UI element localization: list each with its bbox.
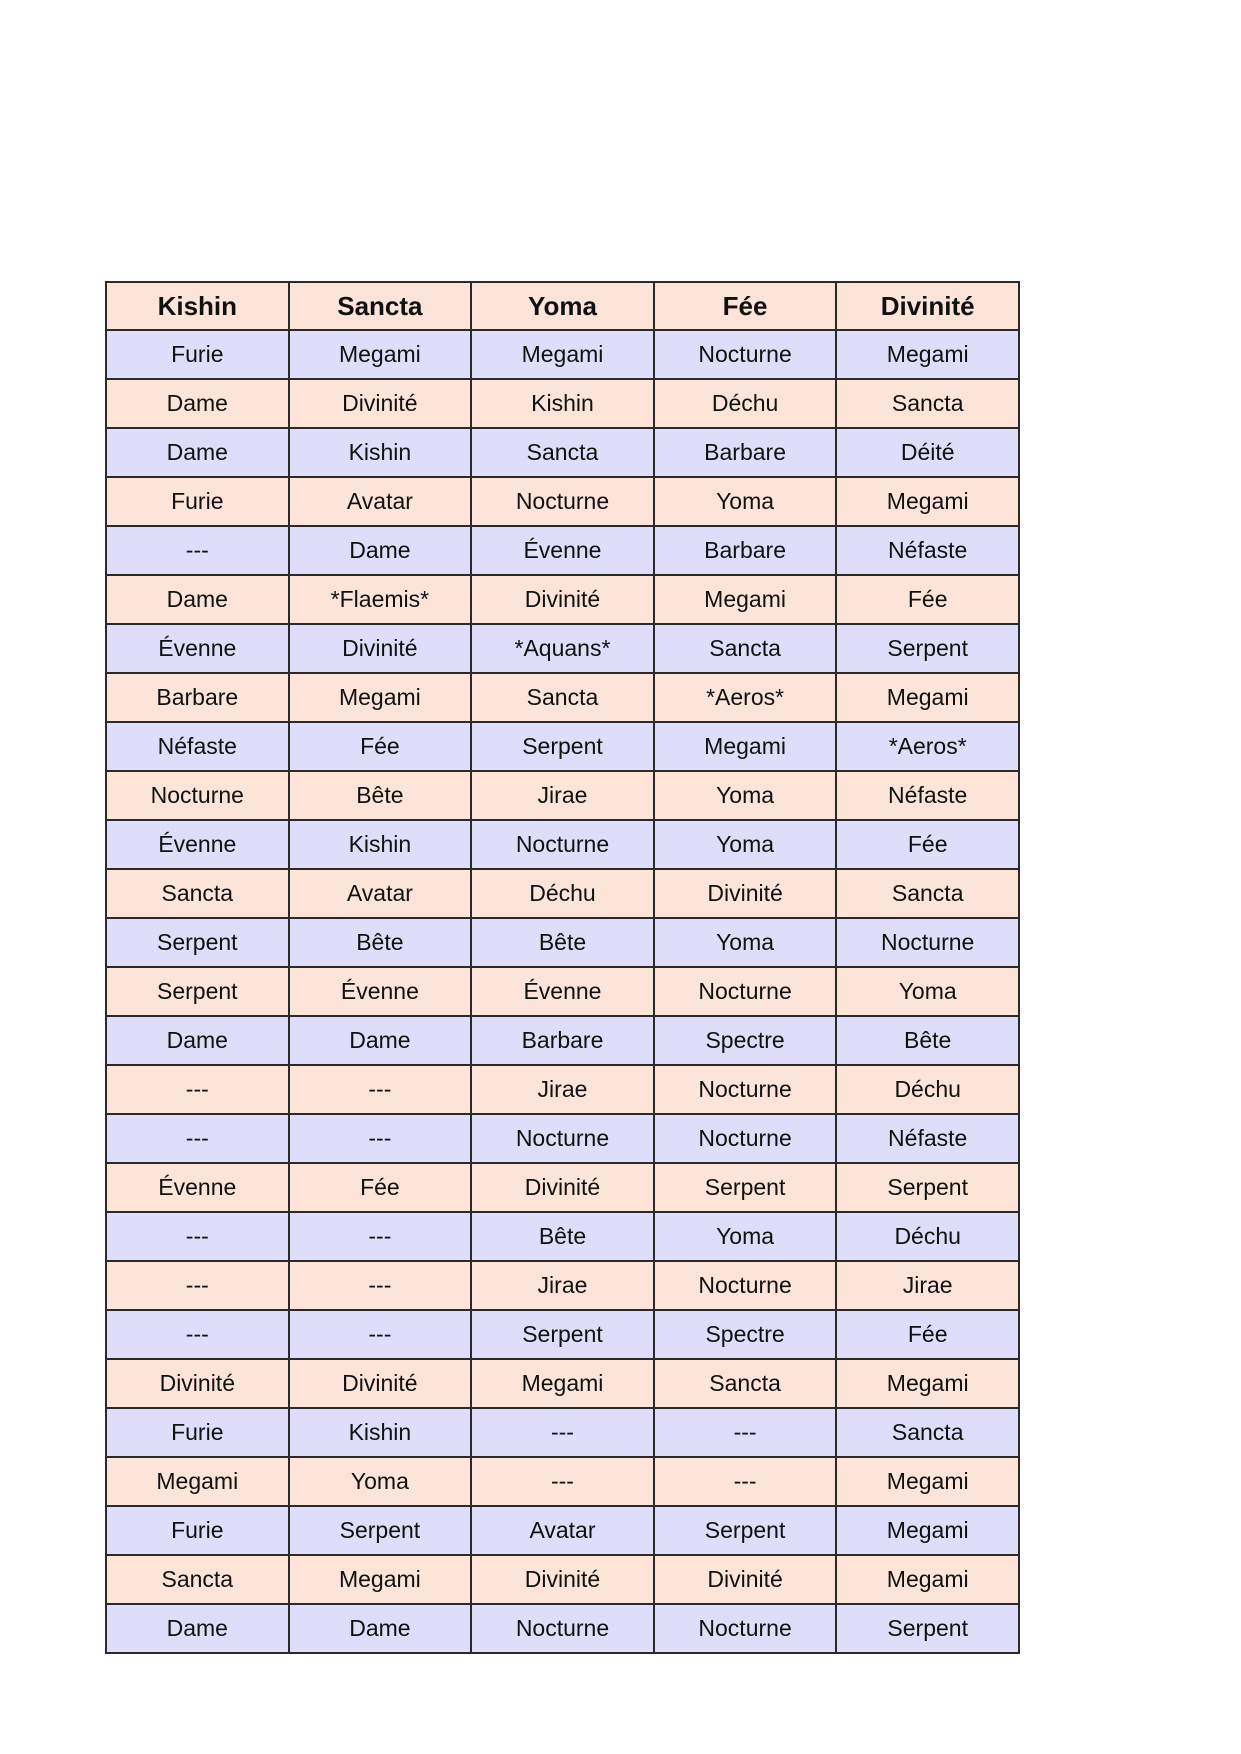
table-cell: Déchu <box>654 379 837 428</box>
table-cell: Évenne <box>106 820 289 869</box>
table-row <box>106 820 1019 869</box>
table-cell: Évenne <box>471 967 654 1016</box>
table-cell: Dame <box>289 1604 472 1653</box>
table-cell: Megami <box>471 1359 654 1408</box>
table-cell: Yoma <box>654 477 837 526</box>
table-cell: Déité <box>836 428 1019 477</box>
table-cell: --- <box>106 1310 289 1359</box>
table-cell: Nocturne <box>654 1065 837 1114</box>
table-cell: Fée <box>836 575 1019 624</box>
table-cell: Serpent <box>471 1310 654 1359</box>
table-cell: Megami <box>106 1457 289 1506</box>
table-cell: Megami <box>289 330 472 379</box>
table-cell: Megami <box>836 1555 1019 1604</box>
table-cell: Megami <box>836 477 1019 526</box>
table-cell: Megami <box>836 330 1019 379</box>
table-cell: Évenne <box>289 967 472 1016</box>
table-cell: Dame <box>106 428 289 477</box>
data-table <box>105 281 1020 1654</box>
table-cell: Bête <box>289 918 472 967</box>
table-cell: Nocturne <box>836 918 1019 967</box>
table-cell: Furie <box>106 1408 289 1457</box>
column-header: Kishin <box>106 282 289 330</box>
table-cell: Fée <box>836 1310 1019 1359</box>
table-cell: Megami <box>654 722 837 771</box>
table-cell: Sancta <box>106 1555 289 1604</box>
table-cell: Kishin <box>471 379 654 428</box>
table-cell: Divinité <box>654 869 837 918</box>
table-cell: Avatar <box>289 869 472 918</box>
table-cell: *Aeros* <box>654 673 837 722</box>
table-cell: Divinité <box>471 1163 654 1212</box>
table-row <box>106 1261 1019 1310</box>
table-cell: *Aquans* <box>471 624 654 673</box>
table-cell: Déchu <box>836 1212 1019 1261</box>
table-cell: Évenne <box>106 624 289 673</box>
table-row <box>106 379 1019 428</box>
table-cell: Serpent <box>289 1506 472 1555</box>
table-row <box>106 1457 1019 1506</box>
table-cell: *Flaemis* <box>289 575 472 624</box>
table-cell: Yoma <box>654 820 837 869</box>
table-cell: Divinité <box>289 379 472 428</box>
table-cell: --- <box>106 1212 289 1261</box>
table-cell: Barbare <box>471 1016 654 1065</box>
table-cell: --- <box>289 1212 472 1261</box>
table-cell: Sancta <box>654 1359 837 1408</box>
table-cell: Sancta <box>836 1408 1019 1457</box>
table-cell: Divinité <box>471 575 654 624</box>
table-row <box>106 869 1019 918</box>
table-cell: Dame <box>106 379 289 428</box>
table-cell: Kishin <box>289 820 472 869</box>
table-cell: Nocturne <box>471 1114 654 1163</box>
table-row <box>106 722 1019 771</box>
table-cell: Megami <box>836 673 1019 722</box>
table-body <box>106 330 1019 1653</box>
table-row <box>106 1604 1019 1653</box>
table-cell: Furie <box>106 477 289 526</box>
table-cell: Déchu <box>836 1065 1019 1114</box>
table-cell: Serpent <box>106 967 289 1016</box>
table-row <box>106 1212 1019 1261</box>
table-cell: Jirae <box>836 1261 1019 1310</box>
table-row <box>106 1555 1019 1604</box>
column-header: Yoma <box>471 282 654 330</box>
table-cell: Megami <box>836 1506 1019 1555</box>
table-cell: Jirae <box>471 771 654 820</box>
table-cell: Kishin <box>289 428 472 477</box>
table-cell: Nocturne <box>654 1261 837 1310</box>
table-cell: Divinité <box>654 1555 837 1604</box>
table-row <box>106 1408 1019 1457</box>
table-cell: Néfaste <box>836 771 1019 820</box>
table-cell: --- <box>106 1114 289 1163</box>
table-cell: Sancta <box>471 673 654 722</box>
table-cell: Jirae <box>471 1261 654 1310</box>
table-cell: Serpent <box>654 1163 837 1212</box>
table-cell: Serpent <box>836 1604 1019 1653</box>
table-cell: Megami <box>654 575 837 624</box>
table-cell: Évenne <box>471 526 654 575</box>
table-cell: Bête <box>836 1016 1019 1065</box>
table-cell: Dame <box>106 1604 289 1653</box>
table-cell: Nocturne <box>471 820 654 869</box>
table-row <box>106 1065 1019 1114</box>
header-row <box>106 282 1019 330</box>
table-cell: Nocturne <box>471 477 654 526</box>
table-cell: Sancta <box>654 624 837 673</box>
table-cell: Évenne <box>106 1163 289 1212</box>
table-cell: Divinité <box>289 624 472 673</box>
table-cell: Néfaste <box>836 526 1019 575</box>
table-cell: *Aeros* <box>836 722 1019 771</box>
table-cell: Megami <box>289 1555 472 1604</box>
table-cell: Furie <box>106 1506 289 1555</box>
table-row <box>106 771 1019 820</box>
table-row <box>106 918 1019 967</box>
table-cell: --- <box>289 1114 472 1163</box>
table-cell: Megami <box>836 1359 1019 1408</box>
table-row <box>106 477 1019 526</box>
table-cell: Dame <box>106 575 289 624</box>
table-row <box>106 1114 1019 1163</box>
table-cell: Megami <box>836 1457 1019 1506</box>
column-header: Fée <box>654 282 837 330</box>
table-row <box>106 624 1019 673</box>
table-cell: Jirae <box>471 1065 654 1114</box>
table-cell: Avatar <box>471 1506 654 1555</box>
table-cell: Bête <box>289 771 472 820</box>
table-cell: --- <box>106 526 289 575</box>
table-cell: Sancta <box>836 379 1019 428</box>
table-cell: Divinité <box>289 1359 472 1408</box>
table-cell: --- <box>471 1457 654 1506</box>
table-cell: Divinité <box>106 1359 289 1408</box>
table-cell: Barbare <box>106 673 289 722</box>
table-cell: Yoma <box>289 1457 472 1506</box>
table-cell: Serpent <box>106 918 289 967</box>
table-cell: --- <box>289 1310 472 1359</box>
table-cell: --- <box>654 1408 837 1457</box>
table-cell: Nocturne <box>654 967 837 1016</box>
table-cell: --- <box>289 1065 472 1114</box>
table-cell: Spectre <box>654 1310 837 1359</box>
column-header: Divinité <box>836 282 1019 330</box>
table-row <box>106 1506 1019 1555</box>
table-cell: Nocturne <box>654 1604 837 1653</box>
table-cell: Néfaste <box>106 722 289 771</box>
table-cell: Nocturne <box>106 771 289 820</box>
table-row <box>106 575 1019 624</box>
table-cell: Barbare <box>654 526 837 575</box>
table-cell: Fée <box>289 722 472 771</box>
table-cell: Déchu <box>471 869 654 918</box>
table-cell: Serpent <box>836 1163 1019 1212</box>
table-cell: Spectre <box>654 1016 837 1065</box>
table-row <box>106 967 1019 1016</box>
table-cell: --- <box>106 1261 289 1310</box>
table-cell: Serpent <box>471 722 654 771</box>
table-row <box>106 330 1019 379</box>
table-cell: Néfaste <box>836 1114 1019 1163</box>
table-cell: Serpent <box>654 1506 837 1555</box>
table-row <box>106 1016 1019 1065</box>
table-row <box>106 428 1019 477</box>
table-cell: Furie <box>106 330 289 379</box>
table-cell: Sancta <box>106 869 289 918</box>
table-row <box>106 526 1019 575</box>
table-cell: Sancta <box>836 869 1019 918</box>
table-cell: Dame <box>106 1016 289 1065</box>
table-cell: Nocturne <box>654 1114 837 1163</box>
table-cell: --- <box>289 1261 472 1310</box>
table-cell: Bête <box>471 918 654 967</box>
table-cell: Sancta <box>471 428 654 477</box>
table-cell: Megami <box>289 673 472 722</box>
table-cell: Dame <box>289 1016 472 1065</box>
table-cell: Nocturne <box>654 330 837 379</box>
table-cell: Serpent <box>836 624 1019 673</box>
table-cell: Avatar <box>289 477 472 526</box>
table-row <box>106 1163 1019 1212</box>
table-cell: Fée <box>289 1163 472 1212</box>
table-cell: Nocturne <box>471 1604 654 1653</box>
table-cell: --- <box>654 1457 837 1506</box>
table-row <box>106 673 1019 722</box>
table-cell: Divinité <box>471 1555 654 1604</box>
table-cell: --- <box>471 1408 654 1457</box>
table-row <box>106 1359 1019 1408</box>
table-cell: Bête <box>471 1212 654 1261</box>
table-cell: Yoma <box>836 967 1019 1016</box>
table-row <box>106 1310 1019 1359</box>
column-header: Sancta <box>289 282 472 330</box>
table-cell: Dame <box>289 526 472 575</box>
table-cell: Fée <box>836 820 1019 869</box>
table-cell: Kishin <box>289 1408 472 1457</box>
table-cell: Yoma <box>654 918 837 967</box>
table-cell: Yoma <box>654 771 837 820</box>
table-cell: --- <box>106 1065 289 1114</box>
table-cell: Yoma <box>654 1212 837 1261</box>
table-cell: Barbare <box>654 428 837 477</box>
table-cell: Megami <box>471 330 654 379</box>
